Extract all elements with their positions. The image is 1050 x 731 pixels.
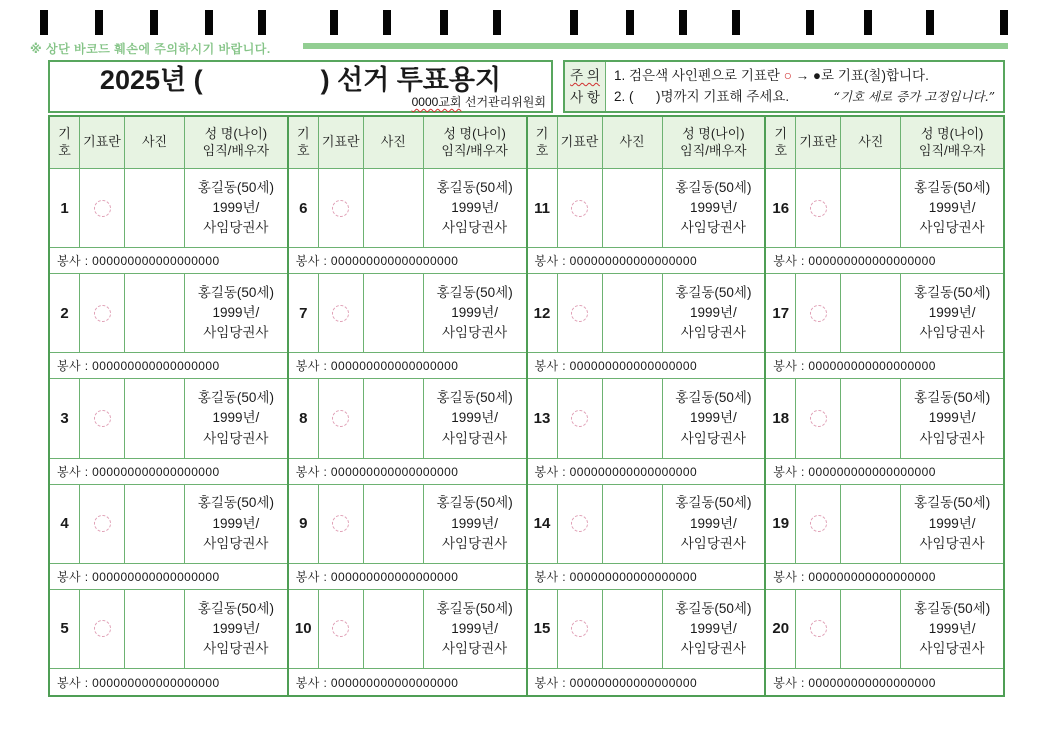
candidate-block [289, 169, 526, 274]
candidate-row [50, 379, 287, 458]
service-row: 봉사 : 000000000000000000 [289, 459, 526, 485]
candidate-row [50, 274, 287, 353]
candidate-year: 1999년/ [689, 305, 737, 321]
candidate-block [528, 485, 765, 590]
candidate-position: 사임당권사 [919, 220, 985, 236]
filled-mark-symbol: ● [812, 68, 822, 83]
candidate-name: 홍길동(50세) [436, 600, 513, 616]
candidate-name: 홍길동(50세) [914, 179, 991, 195]
service-row: 봉사 : 000000000000000000 [50, 248, 287, 274]
mark-circle-icon [810, 200, 827, 217]
candidate-year: 1999년/ [451, 199, 499, 215]
service-row: 봉사 : 000000000000000000 [534, 675, 698, 690]
header-mark-area: 기표란 [319, 117, 364, 168]
mark-circle-icon [571, 200, 588, 217]
candidate-name: 홍길동(50세) [436, 495, 513, 511]
service-row: 봉사 : 000000000000000000 [773, 675, 936, 690]
candidate-position: 사임당권사 [680, 325, 746, 341]
candidate-row [289, 485, 526, 564]
candidate-name: 홍길동(50세) [675, 495, 752, 511]
candidate-number: 18 [766, 379, 796, 457]
barcode-bar [440, 10, 448, 35]
candidate-name-cell [663, 379, 765, 457]
service-row: 봉사 : 000000000000000000 [50, 459, 287, 485]
candidate-block [50, 590, 287, 695]
mark-cell [319, 169, 364, 247]
barcode-bar [806, 10, 814, 35]
header-name: 성 명(나이) 임직/배우자 [918, 125, 986, 158]
service-row: 봉사 : 000000000000000000 [528, 248, 765, 274]
service-row: 봉사 : 000000000000000000 [289, 564, 526, 590]
barcode-bar [626, 10, 634, 35]
candidate-name: 홍길동(50세) [914, 390, 991, 406]
header-photo: 사진 [125, 117, 185, 168]
candidate-year: 1999년/ [212, 199, 260, 215]
candidate-number: 10 [289, 590, 319, 668]
candidate-block [766, 379, 1003, 484]
mark-cell [796, 274, 841, 352]
candidate-name-cell [663, 485, 765, 563]
candidate-name-cell [424, 485, 526, 563]
candidate-number: 20 [766, 590, 796, 668]
candidate-number: 11 [528, 169, 558, 247]
candidate-row [50, 169, 287, 248]
photo-cell [603, 590, 663, 668]
mark-circle-icon [571, 620, 588, 637]
candidate-year: 1999년/ [212, 410, 260, 426]
barcode-bar [926, 10, 934, 35]
candidate-number: 14 [528, 485, 558, 563]
candidate-block [289, 590, 526, 695]
mark-circle-icon [810, 515, 827, 532]
candidate-name-cell [663, 274, 765, 352]
photo-cell [125, 274, 185, 352]
candidate-position: 사임당권사 [203, 220, 269, 236]
mark-cell [80, 590, 125, 668]
service-row: 봉사 : 000000000000000000 [289, 353, 526, 379]
candidate-block [50, 379, 287, 484]
mark-cell [80, 379, 125, 457]
candidate-row [528, 274, 765, 353]
group-header-row [528, 117, 765, 169]
candidate-number: 8 [289, 379, 319, 457]
candidate-name: 홍길동(50세) [197, 390, 274, 406]
mark-cell [558, 590, 603, 668]
mark-cell [319, 379, 364, 457]
mark-cell [796, 590, 841, 668]
candidate-block [766, 485, 1003, 590]
ballot-column-group [289, 117, 528, 695]
mark-cell [80, 169, 125, 247]
mark-cell [796, 485, 841, 563]
barcode-bar [383, 10, 391, 35]
empty-mark-symbol: ○ [783, 68, 792, 83]
service-row: 봉사 : 000000000000000000 [528, 353, 765, 379]
candidate-position: 사임당권사 [919, 325, 985, 341]
mark-circle-icon [332, 200, 349, 217]
mark-circle-icon [810, 305, 827, 322]
candidate-block [766, 169, 1003, 274]
header-photo: 사진 [603, 117, 663, 168]
service-row: 봉사 : 000000000000000000 [766, 353, 1003, 379]
candidate-position: 사임당권사 [442, 325, 508, 341]
mark-cell [558, 274, 603, 352]
photo-cell [603, 169, 663, 247]
ballot-column-group [766, 117, 1003, 695]
candidate-number: 13 [528, 379, 558, 457]
candidate-name: 홍길동(50세) [436, 179, 513, 195]
mark-circle-icon [810, 620, 827, 637]
mark-circle-icon [94, 200, 111, 217]
barcode-caution-note: ※ 상단 바코드 훼손에 주의하시기 바랍니다. [30, 42, 271, 56]
candidate-block [528, 379, 765, 484]
candidate-number: 17 [766, 274, 796, 352]
header-symbol: 기 호 [289, 117, 319, 168]
candidate-name-cell [901, 274, 1003, 352]
candidate-position: 사임당권사 [203, 535, 269, 551]
candidate-number: 12 [528, 274, 558, 352]
barcode-bar [40, 10, 48, 35]
candidate-name-cell [424, 379, 526, 457]
header-name: 성 명(나이) 임직/배우자 [441, 125, 508, 158]
photo-cell [841, 169, 901, 247]
mark-cell [796, 379, 841, 457]
candidate-name-cell [185, 169, 287, 247]
candidate-block [528, 590, 765, 695]
candidate-name: 홍길동(50세) [197, 600, 274, 616]
ballot-column-group [528, 117, 767, 695]
candidate-name-cell [901, 485, 1003, 563]
photo-cell [125, 590, 185, 668]
group-header-row [289, 117, 526, 169]
candidate-year: 1999년/ [689, 199, 737, 215]
candidate-number: 15 [528, 590, 558, 668]
candidate-year: 1999년/ [451, 515, 499, 531]
candidate-block [289, 274, 526, 379]
candidate-number: 19 [766, 485, 796, 563]
candidate-name-cell [424, 274, 526, 352]
mark-circle-icon [94, 410, 111, 427]
photo-cell [364, 590, 424, 668]
candidate-name: 홍길동(50세) [914, 600, 991, 616]
header-mark-area: 기표란 [796, 117, 841, 168]
candidate-position: 사임당권사 [442, 641, 508, 657]
header-mark-area: 기표란 [558, 117, 603, 168]
candidate-name-cell [901, 379, 1003, 457]
candidate-row [766, 274, 1003, 353]
header-name: 성 명(나이) 임직/배우자 [202, 125, 270, 158]
ballot-title-box [48, 60, 553, 113]
photo-cell [603, 485, 663, 563]
candidate-name: 홍길동(50세) [197, 284, 274, 300]
service-row: 봉사 : 000000000000000000 [295, 675, 459, 690]
service-row: 봉사 : 000000000000000000 [50, 564, 287, 590]
candidate-number: 2 [50, 274, 80, 352]
mark-cell [80, 274, 125, 352]
caution-box [563, 60, 1005, 113]
caution-instruction-2: 2. ( )명까지 기표해 주세요. “기호 세로 증가 고정입니다.” [614, 87, 997, 108]
candidate-row [528, 485, 765, 564]
photo-cell [125, 485, 185, 563]
candidate-position: 사임당권사 [203, 430, 269, 446]
caution-instruction-1: 1. 검은색 사인펜으로 기표란 ○ → ●로 기표(칠)합니다. [614, 68, 929, 83]
service-row: 봉사 : 000000000000000000 [528, 459, 765, 485]
candidate-position: 사임당권사 [680, 430, 746, 446]
barcode-bar [258, 10, 266, 35]
candidate-name: 홍길동(50세) [197, 495, 274, 511]
fixed-order-quote: “기호 세로 증가 고정입니다.” [833, 88, 995, 104]
candidate-block [766, 590, 1003, 695]
mark-cell [319, 274, 364, 352]
candidate-row [289, 274, 526, 353]
candidate-position: 사임당권사 [203, 325, 269, 341]
candidate-row [50, 590, 287, 669]
header-photo: 사진 [841, 117, 901, 168]
candidate-block [50, 485, 287, 590]
candidate-name: 홍길동(50세) [436, 390, 513, 406]
candidate-block [50, 274, 287, 379]
candidate-year: 1999년/ [212, 620, 260, 636]
mark-cell [558, 485, 603, 563]
photo-cell [841, 274, 901, 352]
candidate-year: 1999년/ [451, 410, 499, 426]
mark-circle-icon [571, 305, 588, 322]
candidate-number: 1 [50, 169, 80, 247]
candidate-position: 사임당권사 [442, 430, 508, 446]
candidate-block [528, 274, 765, 379]
photo-cell [364, 485, 424, 563]
photo-cell [603, 274, 663, 352]
candidate-name-cell [185, 590, 287, 668]
photo-cell [364, 169, 424, 247]
photo-cell [603, 379, 663, 457]
service-row: 봉사 : 000000000000000000 [766, 248, 1003, 274]
candidate-name-cell [901, 590, 1003, 668]
mark-circle-icon [94, 515, 111, 532]
mark-circle-icon [810, 410, 827, 427]
photo-cell [364, 379, 424, 457]
candidate-name: 홍길동(50세) [675, 600, 752, 616]
mark-circle-icon [571, 515, 588, 532]
candidate-position: 사임당권사 [203, 641, 269, 657]
candidate-row [766, 169, 1003, 248]
candidate-year: 1999년/ [689, 620, 737, 636]
barcode-bar [330, 10, 338, 35]
barcode-bar [570, 10, 578, 35]
candidate-number: 7 [289, 274, 319, 352]
candidate-position: 사임당권사 [919, 641, 985, 657]
mark-cell [80, 485, 125, 563]
header-mark-area: 기표란 [80, 117, 125, 168]
candidate-year: 1999년/ [928, 305, 976, 321]
candidate-name-cell [185, 379, 287, 457]
candidate-number: 6 [289, 169, 319, 247]
header-photo: 사진 [364, 117, 424, 168]
photo-cell [841, 590, 901, 668]
candidate-position: 사임당권사 [442, 220, 508, 236]
candidate-row [766, 379, 1003, 458]
group-header-row [766, 117, 1003, 169]
mark-circle-icon [332, 620, 349, 637]
group-header-row [50, 117, 287, 169]
mark-circle-icon [332, 410, 349, 427]
mark-circle-icon [571, 410, 588, 427]
photo-cell [125, 379, 185, 457]
barcode-bar [205, 10, 213, 35]
mark-cell [319, 590, 364, 668]
candidate-name: 홍길동(50세) [675, 284, 752, 300]
candidate-number: 9 [289, 485, 319, 563]
barcode-bar [95, 10, 103, 35]
ballot-title: 2025년 ( ) 선거 투표용지 [99, 65, 502, 95]
candidate-row [289, 379, 526, 458]
photo-cell [841, 485, 901, 563]
caution-label: 주 의 사 항 [565, 62, 606, 111]
service-row: 봉사 : 000000000000000000 [50, 353, 287, 379]
candidate-row [528, 590, 765, 669]
header-symbol: 기 호 [766, 117, 796, 168]
candidate-position: 사임당권사 [442, 535, 508, 551]
candidate-row [289, 169, 526, 248]
candidate-name-cell [663, 169, 765, 247]
candidate-year: 1999년/ [928, 410, 976, 426]
barcode-bar [864, 10, 872, 35]
candidate-year: 1999년/ [212, 515, 260, 531]
candidate-row [766, 485, 1003, 564]
header-symbol: 기 호 [50, 117, 80, 168]
mark-cell [796, 169, 841, 247]
candidate-block [50, 169, 287, 274]
mark-cell [558, 169, 603, 247]
barcode-bar [732, 10, 740, 35]
candidate-year: 1999년/ [928, 199, 976, 215]
candidate-name-cell [185, 485, 287, 563]
candidate-number: 3 [50, 379, 80, 457]
candidate-year: 1999년/ [212, 305, 260, 321]
candidate-block [528, 169, 765, 274]
candidate-block [289, 379, 526, 484]
candidate-name: 홍길동(50세) [675, 390, 752, 406]
header-name: 성 명(나이) 임직/배우자 [680, 125, 747, 158]
candidate-number: 4 [50, 485, 80, 563]
service-row: 봉사 : 000000000000000000 [766, 459, 1003, 485]
candidate-row [528, 379, 765, 458]
barcode-bar [1000, 10, 1008, 35]
candidate-position: 사임당권사 [680, 220, 746, 236]
candidate-row [50, 485, 287, 564]
candidate-year: 1999년/ [451, 305, 499, 321]
mark-circle-icon [332, 515, 349, 532]
barcode-bar [493, 10, 501, 35]
mark-cell [319, 485, 364, 563]
service-row: 봉사 : 000000000000000000 [528, 564, 765, 590]
candidate-name-cell [424, 169, 526, 247]
candidate-block [766, 274, 1003, 379]
candidate-name-cell [424, 590, 526, 668]
candidate-name: 홍길동(50세) [914, 495, 991, 511]
candidate-name: 홍길동(50세) [914, 284, 991, 300]
mark-cell [558, 379, 603, 457]
candidate-number: 5 [50, 590, 80, 668]
photo-cell [125, 169, 185, 247]
caution-content [606, 62, 1003, 111]
candidate-position: 사임당권사 [919, 535, 985, 551]
mark-circle-icon [94, 620, 111, 637]
candidate-name: 홍길동(50세) [197, 179, 274, 195]
candidate-name-cell [663, 590, 765, 668]
photo-cell [364, 274, 424, 352]
mark-circle-icon [94, 305, 111, 322]
barcode-bar [150, 10, 158, 35]
candidate-year: 1999년/ [689, 515, 737, 531]
candidate-year: 1999년/ [689, 410, 737, 426]
candidate-position: 사임당권사 [680, 641, 746, 657]
ballot-table [48, 115, 1005, 697]
photo-cell [841, 379, 901, 457]
candidate-year: 1999년/ [928, 515, 976, 531]
candidate-position: 사임당권사 [680, 535, 746, 551]
candidate-number: 16 [766, 169, 796, 247]
candidate-block [289, 485, 526, 590]
green-divider-rule [303, 43, 1008, 49]
candidate-year: 1999년/ [928, 620, 976, 636]
candidate-year: 1999년/ [451, 620, 499, 636]
candidate-row [528, 169, 765, 248]
service-row: 봉사 : 000000000000000000 [766, 564, 1003, 590]
candidate-position: 사임당권사 [919, 430, 985, 446]
mark-circle-icon [332, 305, 349, 322]
ballot-column-group [50, 117, 289, 695]
service-row: 봉사 : 000000000000000000 [57, 675, 220, 690]
candidate-name: 홍길동(50세) [675, 179, 752, 195]
candidate-row [289, 590, 526, 669]
candidate-name-cell [185, 274, 287, 352]
candidate-row [766, 590, 1003, 669]
service-row: 봉사 : 000000000000000000 [289, 248, 526, 274]
barcode-bar [679, 10, 687, 35]
candidate-name: 홍길동(50세) [436, 284, 513, 300]
candidate-name-cell [901, 169, 1003, 247]
election-committee-subtitle: 0000교회 선거관리위원회 [411, 95, 546, 109]
header-symbol: 기 호 [528, 117, 558, 168]
